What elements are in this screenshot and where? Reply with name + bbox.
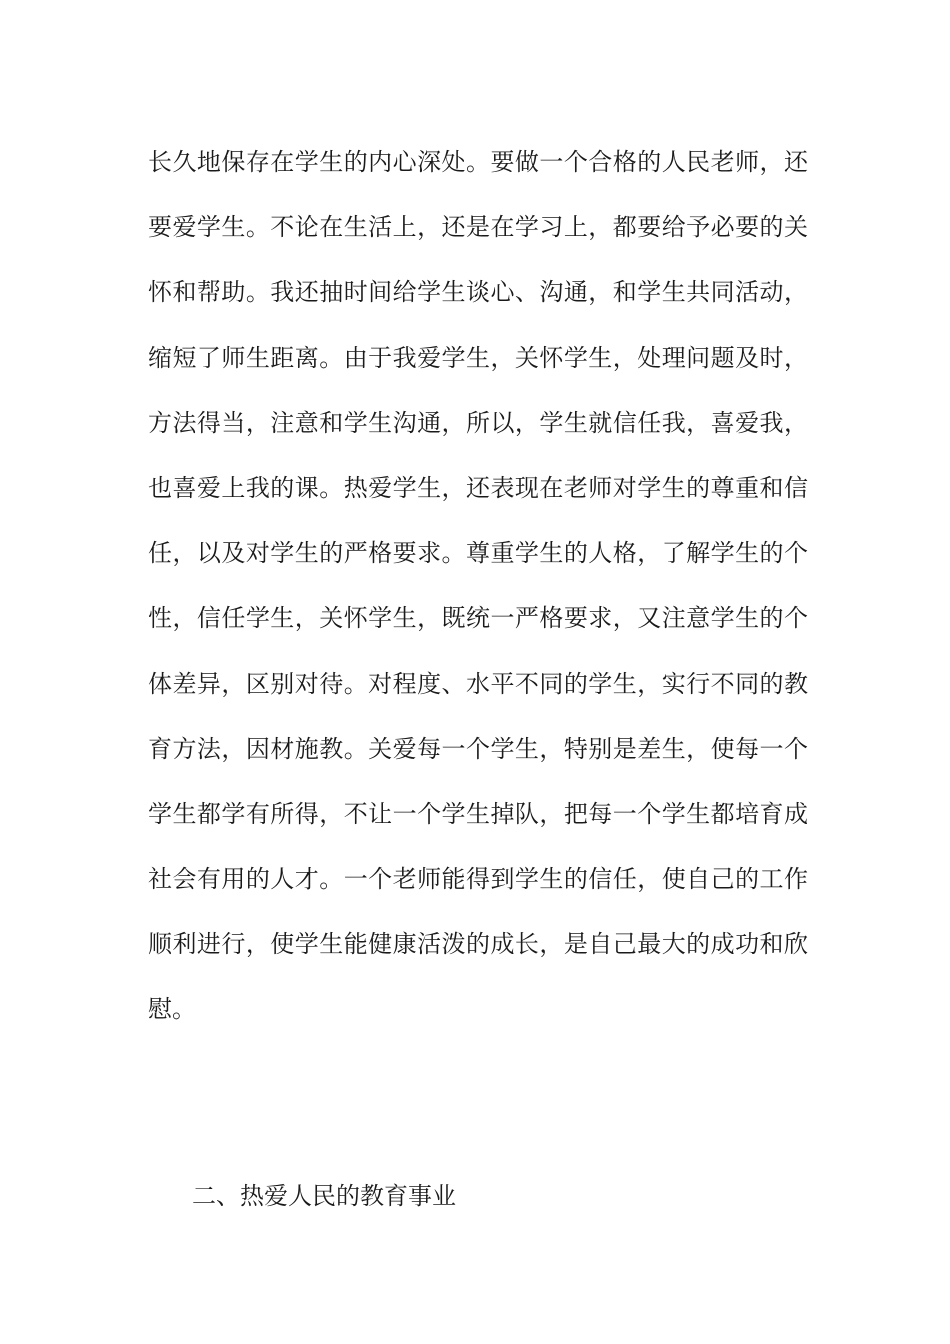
paragraph-line-2: 要爱学生。不论在生活上，还是在学习上，都要给予必要的关 <box>148 213 808 242</box>
paragraph-line-4: 缩短了师生距离。由于我爱学生，关怀学生，处理问题及时， <box>148 343 808 372</box>
paragraph-line-8: 性，信任学生，关怀学生，既统一严格要求，又注意学生的个 <box>148 604 808 633</box>
paragraph-line-9: 体差异，区别对待。对程度、水平不同的学生，实行不同的教 <box>148 669 808 698</box>
paragraph-line-11: 学生都学有所得，不让一个学生掉队，把每一个学生都培育成 <box>148 799 808 828</box>
paragraph-line-13: 顺利进行，使学生能健康活泼的成长，是自己最大的成功和欣 <box>148 930 808 959</box>
paragraph-line-5: 方法得当，注意和学生沟通，所以，学生就信任我，喜爱我， <box>148 408 808 437</box>
body-paragraph <box>148 130 808 1043</box>
paragraph-line-3: 怀和帮助。我还抽时间给学生谈心、沟通，和学生共同活动， <box>148 278 808 307</box>
paragraph-line-10: 育方法，因材施教。关爱每一个学生，特别是差生，使每一个 <box>148 734 808 763</box>
paragraph-line-14: 慰。 <box>148 995 196 1024</box>
section-heading: 二、热爱人民的教育事业 <box>192 1182 456 1210</box>
paragraph-line-6: 也喜爱上我的课。热爱学生，还表现在老师对学生的尊重和信 <box>148 473 808 502</box>
paragraph-line-1: 长久地保存在学生的内心深处。要做一个合格的人民老师，还 <box>148 148 808 176</box>
paragraph-line-7: 任，以及对学生的严格要求。尊重学生的人格，了解学生的个 <box>148 539 808 568</box>
paragraph-line-12: 社会有用的人才。一个老师能得到学生的信任，使自己的工作 <box>148 865 808 894</box>
